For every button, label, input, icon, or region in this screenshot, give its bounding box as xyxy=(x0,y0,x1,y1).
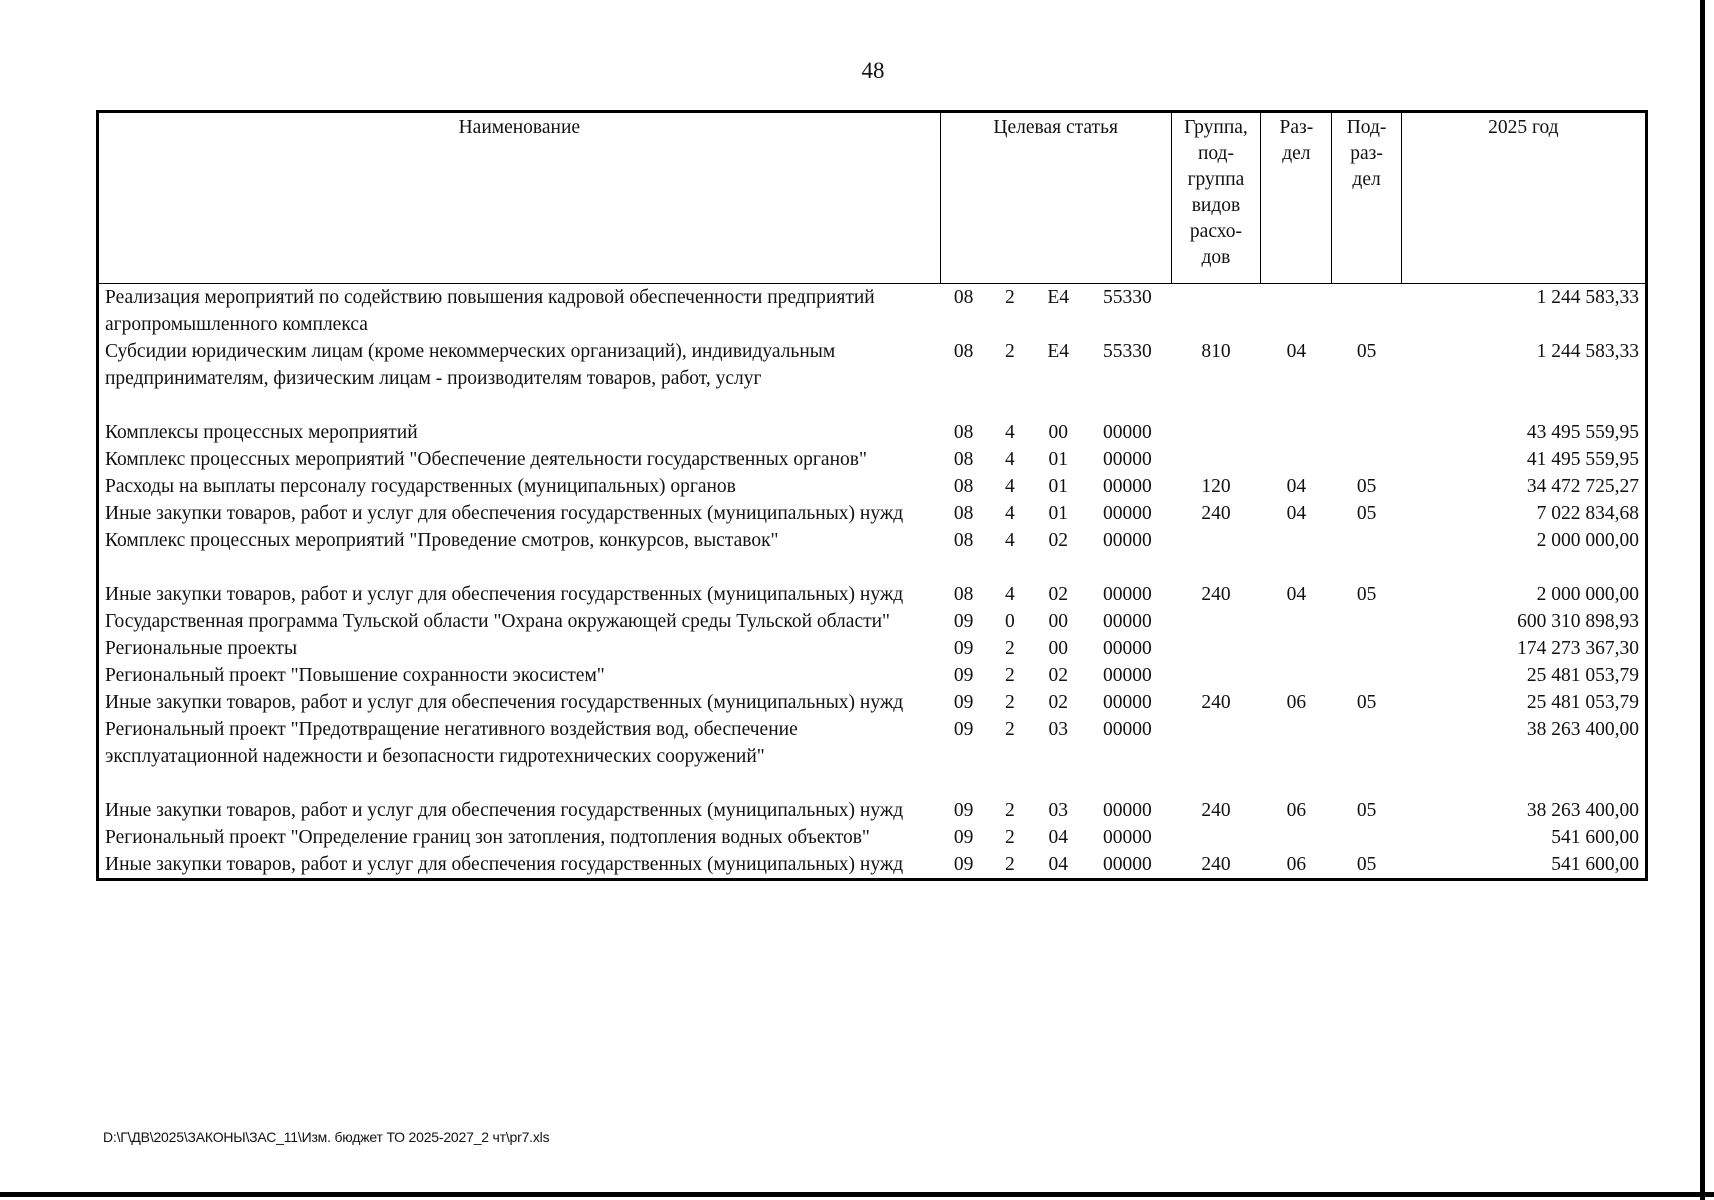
target-code-type: 2 xyxy=(1004,854,1015,875)
amount: 38 263 400,00 xyxy=(1526,719,1639,740)
section xyxy=(1261,419,1332,446)
section: 04 xyxy=(1286,584,1307,605)
target-code-type: 4 xyxy=(1004,422,1015,443)
target-code-type: 4 xyxy=(1004,530,1015,551)
target-code-direction: 00000 xyxy=(1103,665,1152,686)
table-row xyxy=(98,824,1647,851)
amount: 25 481 053,79 xyxy=(1526,692,1639,713)
section: 06 xyxy=(1286,854,1307,875)
row-spacer-cell xyxy=(98,770,1647,797)
target-code-type: 2 xyxy=(1004,287,1015,308)
target-code-program: 09 xyxy=(953,665,974,686)
table-row xyxy=(98,527,1647,554)
table-row xyxy=(98,473,1647,500)
row-name: Иные закупки товаров, работ и услуг для обеспечения государственных (муниципальных) нужд xyxy=(105,800,904,821)
target-code-subprogram: 02 xyxy=(1048,692,1068,713)
target-code-type: 2 xyxy=(1004,800,1015,821)
row-name: Комплекс процессных мероприятий "Проведение смотров, конкурсов, выставок" xyxy=(105,530,779,551)
target-code-program: 08 xyxy=(953,530,974,551)
row-name: Иные закупки товаров, работ и услуг для обеспечения государственных (муниципальных) нужд xyxy=(105,692,904,713)
section xyxy=(1261,635,1332,662)
row-name: Региональный проект "Повышение сохранности экосистем" xyxy=(105,665,605,686)
expense-group xyxy=(1171,635,1261,662)
amount: 600 310 898,93 xyxy=(1517,611,1639,632)
amount: 34 472 725,27 xyxy=(1526,476,1639,497)
table-row xyxy=(98,662,1647,689)
expense-group xyxy=(1171,824,1261,851)
table-row xyxy=(98,689,1647,716)
row-name: Комплекс процессных мероприятий "Обеспечение деятельности государственных органов" xyxy=(105,449,867,470)
target-code-type: 2 xyxy=(1004,692,1015,713)
row-spacer xyxy=(98,770,1647,797)
target-code-subprogram: 02 xyxy=(1048,530,1068,551)
row-name: Региональный проект "Определение границ зон затопления, подтопления водных объектов" xyxy=(105,827,870,848)
subsection: 05 xyxy=(1356,584,1377,605)
target-code-program: 08 xyxy=(953,422,974,443)
expense-group xyxy=(1171,446,1261,473)
expense-group: 120 xyxy=(1201,476,1231,497)
subsection xyxy=(1332,419,1401,446)
header-expense-group: Группа, под- группа видов расхо- дов xyxy=(1171,112,1261,284)
section: 06 xyxy=(1286,692,1307,713)
target-code-subprogram: 03 xyxy=(1048,719,1068,740)
subsection: 05 xyxy=(1356,341,1377,362)
subsection xyxy=(1332,527,1401,554)
target-code-program: 09 xyxy=(953,692,974,713)
subsection: 05 xyxy=(1356,854,1377,875)
target-code-program: 08 xyxy=(953,449,974,470)
target-code-program: 08 xyxy=(953,584,974,605)
subsection: 05 xyxy=(1356,503,1377,524)
expense-group: 240 xyxy=(1201,584,1231,605)
row-spacer-cell xyxy=(98,392,1647,419)
amount: 1 244 583,33 xyxy=(1536,341,1639,362)
target-code-subprogram: 01 xyxy=(1048,503,1068,524)
target-code-program: 08 xyxy=(953,503,974,524)
expense-group xyxy=(1171,527,1261,554)
section xyxy=(1261,527,1332,554)
row-name: Региональные проекты xyxy=(105,638,298,659)
table-row xyxy=(98,446,1647,473)
target-code-program: 09 xyxy=(953,611,974,632)
target-code-direction: 00000 xyxy=(1103,854,1152,875)
row-name: Расходы на выплаты персоналу государственных (муниципальных) органов xyxy=(105,476,736,497)
target-code-direction: 55330 xyxy=(1103,287,1152,308)
section xyxy=(1261,446,1332,473)
row-spacer xyxy=(98,392,1647,419)
target-code-program: 09 xyxy=(953,719,974,740)
target-code-direction: 00000 xyxy=(1103,503,1152,524)
header-year: 2025 год xyxy=(1401,112,1646,284)
expense-group xyxy=(1171,284,1261,339)
amount: 541 600,00 xyxy=(1551,854,1639,875)
target-code-subprogram: 02 xyxy=(1048,665,1068,686)
expense-group: 240 xyxy=(1201,800,1231,821)
target-code-subprogram: 04 xyxy=(1048,854,1068,875)
section: 04 xyxy=(1286,503,1307,524)
section xyxy=(1261,284,1332,339)
row-spacer xyxy=(98,554,1647,581)
budget-table-container xyxy=(96,110,1648,881)
row-name: Региональный проект "Предотвращение негативного воздействия вод, обеспечение эксплуатационной надежности и безопасности гидротехнических сооружений" xyxy=(105,719,798,767)
row-name: Реализация мероприятий по содействию повышения кадровой обеспеченности предприятий агропромышленного комплекса xyxy=(105,287,875,335)
table-row xyxy=(98,419,1647,446)
subsection: 05 xyxy=(1356,692,1377,713)
table-row xyxy=(98,851,1647,880)
subsection xyxy=(1332,284,1401,339)
row-spacer-cell xyxy=(98,554,1647,581)
amount: 2 000 000,00 xyxy=(1536,584,1639,605)
target-code-program: 08 xyxy=(953,476,974,497)
expense-group: 240 xyxy=(1201,692,1231,713)
table-row xyxy=(98,338,1647,392)
target-code-type: 2 xyxy=(1004,341,1015,362)
table-row xyxy=(98,284,1647,339)
subsection xyxy=(1332,824,1401,851)
target-code-program: 09 xyxy=(953,827,974,848)
subsection xyxy=(1332,662,1401,689)
target-code-type: 2 xyxy=(1004,638,1015,659)
target-code-type: 2 xyxy=(1004,827,1015,848)
target-code-subprogram: 01 xyxy=(1048,476,1068,497)
target-code-program: 08 xyxy=(953,341,974,362)
row-name: Иные закупки товаров, работ и услуг для обеспечения государственных (муниципальных) нужд xyxy=(105,503,904,524)
target-code-program: 08 xyxy=(953,287,974,308)
subsection: 05 xyxy=(1356,800,1377,821)
expense-group: 240 xyxy=(1201,854,1231,875)
row-name: Государственная программа Тульской области "Охрана окружающей среды Тульской области" xyxy=(105,611,891,632)
row-name: Иные закупки товаров, работ и услуг для обеспечения государственных (муниципальных) нужд xyxy=(105,584,904,605)
target-code-type: 4 xyxy=(1004,449,1015,470)
target-code-direction: 55330 xyxy=(1103,341,1152,362)
amount: 7 022 834,68 xyxy=(1536,503,1639,524)
target-code-subprogram: 04 xyxy=(1048,827,1068,848)
target-code-type: 2 xyxy=(1004,665,1015,686)
target-code-subprogram: 00 xyxy=(1048,638,1068,659)
section xyxy=(1261,662,1332,689)
table-row xyxy=(98,500,1647,527)
section xyxy=(1261,608,1332,635)
target-code-subprogram: 03 xyxy=(1048,800,1068,821)
amount: 38 263 400,00 xyxy=(1526,800,1639,821)
expense-group xyxy=(1171,608,1261,635)
target-code-direction: 00000 xyxy=(1103,800,1152,821)
target-code-direction: 00000 xyxy=(1103,422,1152,443)
section: 04 xyxy=(1286,341,1307,362)
target-code-direction: 00000 xyxy=(1103,719,1152,740)
amount: 43 495 559,95 xyxy=(1526,422,1639,443)
expense-group xyxy=(1171,419,1261,446)
target-code-direction: 00000 xyxy=(1103,476,1152,497)
header-section: Раз- дел xyxy=(1261,112,1332,284)
target-code-type: 2 xyxy=(1004,719,1015,740)
section xyxy=(1261,716,1332,770)
section xyxy=(1261,824,1332,851)
row-name: Субсидии юридическим лицам (кроме некоммерческих организаций), индивидуальным предпринимателям, физическим лицам - производителям товаров, работ, услуг xyxy=(105,341,836,389)
target-code-direction: 00000 xyxy=(1103,530,1152,551)
target-code-subprogram: 00 xyxy=(1048,422,1068,443)
row-name: Иные закупки товаров, работ и услуг для обеспечения государственных (муниципальных) нужд xyxy=(105,854,904,875)
section: 06 xyxy=(1286,800,1307,821)
file-path-footer: D:\Г\ДВ\2025\ЗАКОНЫ\ЗАС_11\Изм. бюджет ТО 2025-2027_2 чт\pr7.xls xyxy=(103,1129,550,1145)
row-name: Комплексы процессных мероприятий xyxy=(105,422,418,443)
expense-group: 240 xyxy=(1201,503,1231,524)
section: 04 xyxy=(1286,476,1307,497)
amount: 1 244 583,33 xyxy=(1536,287,1639,308)
amount: 41 495 559,95 xyxy=(1526,449,1639,470)
target-code-subprogram: 02 xyxy=(1048,584,1068,605)
target-code-program: 09 xyxy=(953,854,974,875)
header-subsection: Под- раз- дел xyxy=(1332,112,1401,284)
subsection xyxy=(1332,635,1401,662)
subsection: 05 xyxy=(1356,476,1377,497)
target-code-type: 4 xyxy=(1004,584,1015,605)
expense-group xyxy=(1171,662,1261,689)
page-edge-right xyxy=(1700,0,1705,1200)
subsection xyxy=(1332,608,1401,635)
expense-group xyxy=(1171,716,1261,770)
page-edge-bottom xyxy=(0,1192,1714,1197)
table-row xyxy=(98,608,1647,635)
header-target-article: Целевая статья xyxy=(940,112,1171,284)
target-code-subprogram: 01 xyxy=(1048,449,1068,470)
target-code-type: 4 xyxy=(1004,503,1015,524)
amount: 541 600,00 xyxy=(1551,827,1639,848)
target-code-type: 0 xyxy=(1004,611,1015,632)
page-number: 48 xyxy=(861,58,885,83)
target-code-direction: 00000 xyxy=(1103,611,1152,632)
amount: 2 000 000,00 xyxy=(1536,530,1639,551)
expense-group: 810 xyxy=(1201,341,1231,362)
target-code-subprogram: 00 xyxy=(1048,611,1068,632)
amount: 174 273 367,30 xyxy=(1517,638,1639,659)
target-code-subprogram: Е4 xyxy=(1047,341,1070,362)
subsection xyxy=(1332,716,1401,770)
target-code-subprogram: Е4 xyxy=(1047,287,1070,308)
amount: 25 481 053,79 xyxy=(1526,665,1639,686)
table-header-row xyxy=(98,112,1647,284)
subsection xyxy=(1332,446,1401,473)
target-code-direction: 00000 xyxy=(1103,584,1152,605)
table-row xyxy=(98,635,1647,662)
table-row xyxy=(98,797,1647,824)
target-code-direction: 00000 xyxy=(1103,449,1152,470)
target-code-direction: 00000 xyxy=(1103,638,1152,659)
header-name: Наименование xyxy=(98,112,941,284)
target-code-program: 09 xyxy=(953,638,974,659)
target-code-direction: 00000 xyxy=(1103,692,1152,713)
target-code-program: 09 xyxy=(953,800,974,821)
target-code-type: 4 xyxy=(1004,476,1015,497)
target-code-direction: 00000 xyxy=(1103,827,1152,848)
table-row xyxy=(98,716,1647,770)
table-row xyxy=(98,581,1647,608)
table-body xyxy=(98,284,1647,880)
budget-table xyxy=(96,110,1648,881)
